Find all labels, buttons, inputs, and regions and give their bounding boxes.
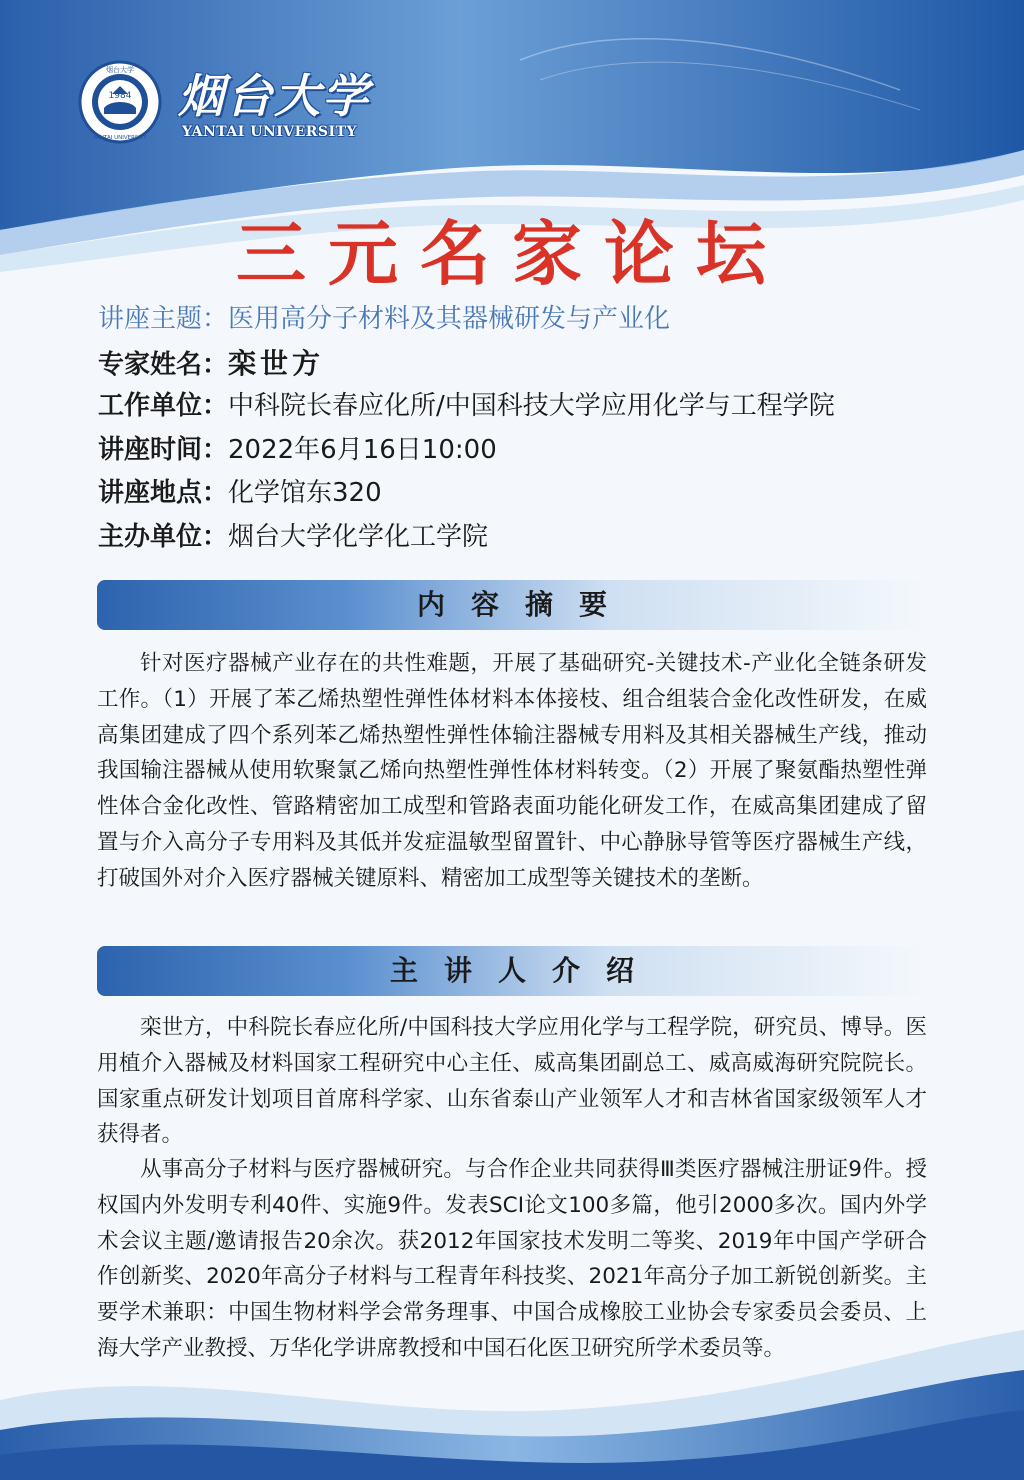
info-host-value: 烟台大学化学化工学院: [228, 521, 489, 552]
university-seal-icon: [78, 60, 162, 144]
info-unit: [98, 385, 938, 429]
info-expert: [98, 342, 938, 386]
info-host: [98, 516, 938, 560]
abstract-text: 针对医疗器械产业存在的共性难题，开展了基础研究-关键技术-产业化全链条研发工作。（1）开展了苯乙烯热塑性弹性体材料本体接枝、组合组装合金化改性研发，在威高集团建成了四个系列苯乙烯热塑性弹性体输注器械专用料及其相关器械生产线，推动我国输注器械从使用软聚氯乙烯向热塑性弹性体材料转变。（2）开展了聚氨酯热塑性弹性体合金化改性、管路精密加工成型和管路表面功能化研发工作，在威高集团建成了留置与介入高分子专用料及其低并发症温敏型留置针、中心静脉导管等医疗器械生产线，打破国外对介入医疗器械关键原料、精密加工成型等关键技术的垄断。: [97, 651, 927, 891]
speaker-bio-paragraph-1: 栾世方，中科院长春应化所/中国科技大学应用化学与工程学院，研究员、博导。医用植介入器械及材料国家工程研究中心主任、威高集团副总工、威高威海研究院院长。国家重点研发计划项目首席科学家、山东省泰山产业领军人才和吉林省国家级领军人才获得者。: [97, 1015, 927, 1148]
seal-cn-text: 烟台大学: [106, 66, 134, 74]
info-unit-label: 工作单位：: [98, 391, 229, 422]
info-time: [98, 429, 938, 473]
university-name-en: YANTAI UNIVERSITY: [182, 124, 357, 140]
lecture-info: [98, 298, 938, 560]
info-host-label: 主办单位：: [98, 521, 229, 552]
seal-year: 1984: [108, 91, 132, 101]
info-place-value: 化学馆东320: [228, 478, 382, 509]
speaker-bio-paragraph-2: 从事高分子材料与医疗器械研究。与合作企业共同获得Ⅲ类医疗器械注册证9件。授权国内外发明专利40件、实施9件。发表SCI论文100多篇，他引2000多次。国内外学术会议主题/邀请报告20余次。获2012年国家技术发明二等奖、2019年中国产学研合作创新奖、2020年高分子材料与工程青年科技奖、2021年高分子加工新锐创新奖。主要学术兼职：中国生物材料学会常务理事、中国合成橡胶工业协会专家委员会委员、上海大学产业教授、万华化学讲席教授和中国石化医卫研究所学术委员等。: [97, 1157, 927, 1361]
info-place-label: 讲座地点：: [98, 478, 229, 509]
speaker-heading: 主讲人介绍: [389, 954, 660, 987]
university-logo: [78, 60, 398, 150]
seal-en-text: YANTAI UNIVERSITY: [93, 135, 147, 141]
info-expert-value: 栾世方: [228, 346, 325, 380]
info-expert-label: 专家姓名：: [98, 349, 229, 380]
info-time-label: 讲座时间：: [98, 434, 229, 465]
info-unit-value: 中科院长春应化所/中国科技大学应用化学与工程学院: [228, 391, 835, 422]
university-name-cn: 烟台大学: [178, 69, 370, 123]
info-time-value: 2022年6月16日10:00: [228, 434, 497, 465]
info-topic-label: 讲座主题：: [98, 304, 229, 334]
info-place: [98, 472, 938, 516]
abstract-heading: 内容摘要: [416, 588, 633, 621]
speaker-section-bar: [97, 946, 927, 996]
info-topic-value: 医用高分子材料及其器械研发与产业化: [228, 304, 671, 334]
info-topic: [98, 298, 938, 342]
abstract-section-bar: [97, 580, 927, 630]
forum-title: 三元名家论坛: [236, 212, 788, 295]
